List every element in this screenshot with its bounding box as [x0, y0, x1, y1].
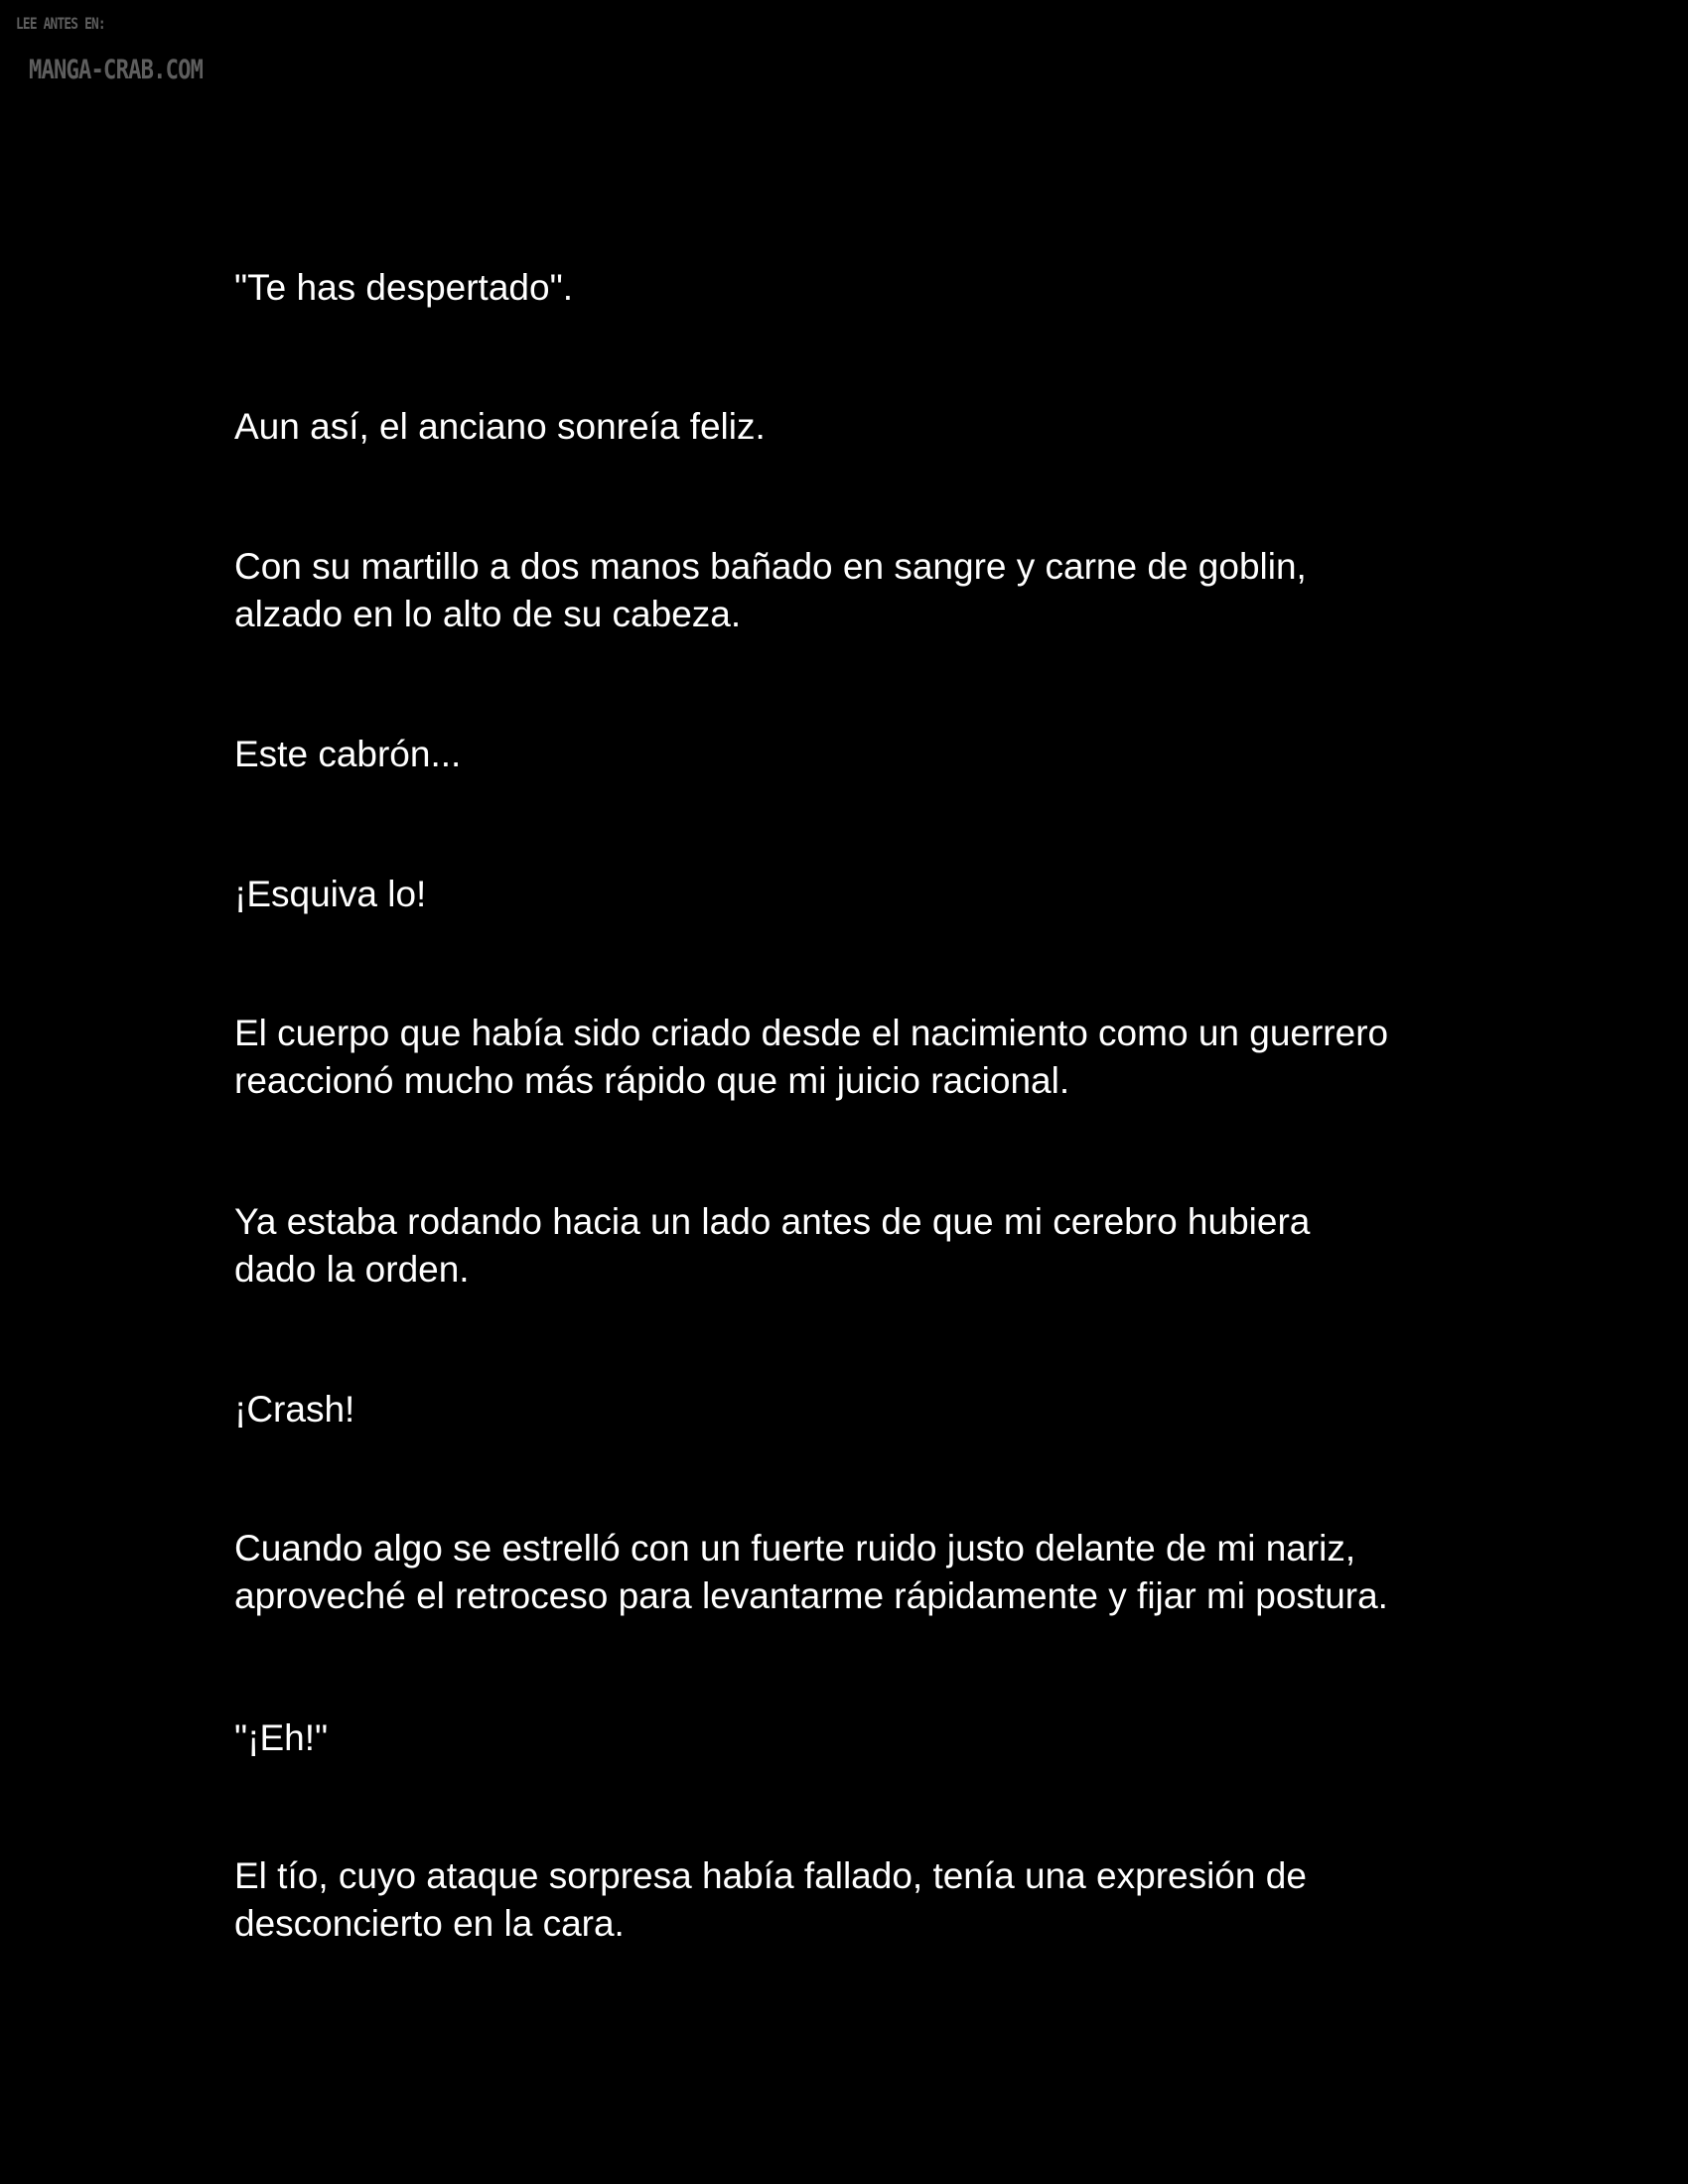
paragraph: "¡Eh!"	[234, 1717, 329, 1758]
watermark-label: LEE ANTES EN:	[16, 14, 105, 33]
paragraph: Ya estaba rodando hacia un lado antes de que mi cerebro hubiera dado la orden.	[234, 1201, 1311, 1290]
paragraph: "Te has despertado".	[234, 267, 573, 308]
paragraph: ¡Crash!	[234, 1389, 355, 1430]
paragraph: Cuando algo se estrelló con un fuerte ruido justo delante de mi nariz, aproveché el retroceso para levantarme rápidamente y fijar mi postura.	[234, 1528, 1388, 1616]
paragraph: El cuerpo que había sido criado desde el nacimiento como un guerrero reaccionó mucho más rápido que mi juicio racional.	[234, 1013, 1389, 1101]
paragraph: El tío, cuyo ataque sorpresa había fallado, tenía una expresión de desconcierto en la cara.	[234, 1855, 1307, 1944]
watermark-site: MANGA-CRAB.COM	[29, 55, 204, 85]
paragraph: Aun así, el anciano sonreía feliz.	[234, 406, 766, 447]
paragraph: Este cabrón...	[234, 734, 462, 774]
paragraph: ¡Esquiva lo!	[234, 874, 427, 914]
paragraph: Con su martillo a dos manos bañado en sangre y carne de goblin, alzado en lo alto de su cabeza.	[234, 546, 1307, 634]
